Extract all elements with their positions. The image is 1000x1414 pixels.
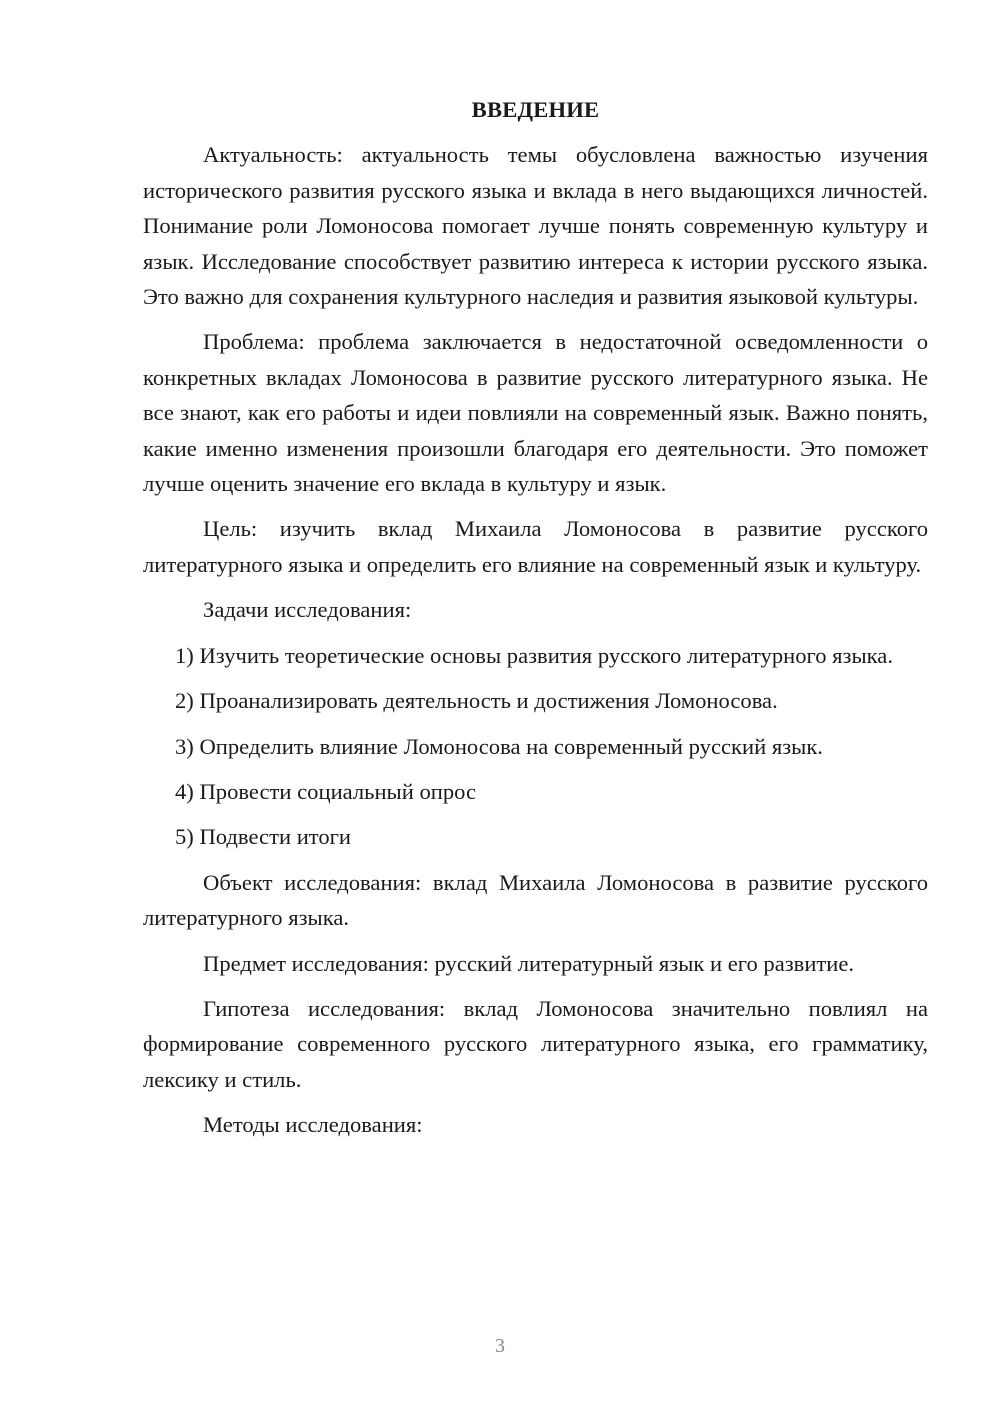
paragraph-problem: Проблема: проблема заключается в недостаточной осведомленности о конкретных вкладах Ломоносова в развитие русского литературного языка. Не все знают, как его работы и идеи повлияли на современный язык. Важно понять, какие именно изменения произошли благодаря его деятельности. Это поможет лучше оценить значение его вклада в культуру и язык. xyxy=(143,329,928,497)
task-item-3: 3) Определить влияние Ломоносова на современный русский язык. xyxy=(175,733,823,759)
document-body xyxy=(143,92,928,1143)
methods-title: Методы исследования: xyxy=(203,1112,423,1138)
paragraph-subject: Предмет исследования: русский литературный язык и его развитие. xyxy=(203,950,855,976)
task-item-2: 2) Проанализировать деятельность и достижения Ломоносова. xyxy=(175,688,778,714)
task-item-1: 1) Изучить теоретические основы развития русского литературного языка. xyxy=(175,642,893,668)
task-item-5: 5) Подвести итоги xyxy=(175,824,352,850)
section-heading: ВВЕДЕНИЕ xyxy=(471,97,600,122)
paragraph-relevance: Актуальность: актуальность темы обусловлена важностью изучения исторического развития русского языка и вклада в него выдающихся личностей. Понимание роли Ломоносова помогает лучше понять современную культуру и язык. Исследование способствует развитию интереса к истории русского языка. Это важно для сохранения культурного наследия и развития языковой культуры. xyxy=(143,142,928,310)
paragraph-goal: Цель: изучить вклад Михаила Ломоносова в развитие русского литературного языка и определить его влияние на современный язык и культуру. xyxy=(143,516,928,577)
page-number: 3 xyxy=(495,1335,505,1357)
paragraph-hypothesis: Гипотеза исследования: вклад Ломоносова значительно повлиял на формирование современного русского литературного языка, его грамматику, лексику и стиль. xyxy=(143,995,928,1092)
tasks-title: Задачи исследования: xyxy=(203,597,412,623)
paragraph-object: Объект исследования: вклад Михаила Ломоносова в развитие русского литературного языка. xyxy=(143,869,928,931)
task-item-4: 4) Провести социальный опрос xyxy=(175,778,477,804)
